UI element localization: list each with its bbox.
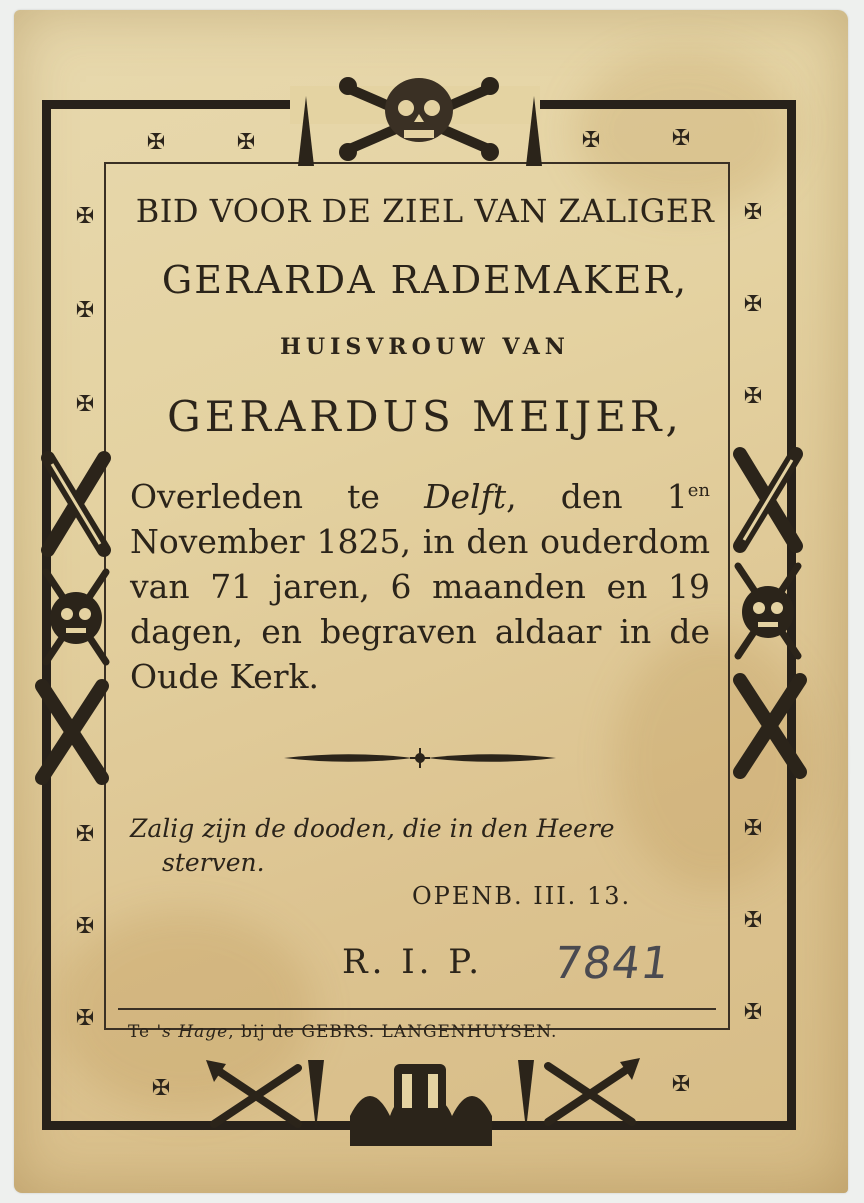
obelisk-bottom-left-icon [306, 1060, 326, 1132]
spade-and-bones-icon [540, 1058, 640, 1130]
obelisk-left-icon [296, 96, 316, 168]
notice-date-start: , den 1 [506, 477, 688, 516]
skull-icon [728, 556, 808, 668]
maltese-cross-icon: ✠ [743, 1000, 763, 1025]
quote-line-2: sterven. [162, 848, 265, 877]
crossed-bones-icon [728, 444, 808, 556]
printer-rule [118, 1008, 716, 1010]
scripture-quote [130, 812, 720, 880]
heading: BID VOOR DE ZIEL VAN ZALIGER [135, 192, 715, 230]
relation-label: HUISVROUW VAN [280, 334, 570, 360]
handwritten-number: 7841 [550, 938, 674, 989]
quote-reference: OPENB. III. 13. [412, 882, 632, 910]
maltese-cross-icon: ✠ [671, 126, 691, 151]
printer-name: , bij de GEBRS. LANGENHUYSEN. [228, 1022, 558, 1042]
maltese-cross-icon: ✠ [671, 1072, 691, 1097]
maltese-cross-icon: ✠ [75, 298, 95, 323]
notice-place: Delft [424, 477, 507, 516]
rip-closing: R. I. P. [342, 942, 484, 982]
notice-date-sup: en [687, 480, 710, 501]
obelisk-right-icon [524, 96, 544, 168]
maltese-cross-icon: ✠ [75, 1006, 95, 1031]
ornamental-divider [284, 745, 556, 771]
crossed-bones-icon [36, 448, 116, 560]
obelisk-bottom-right-icon [516, 1060, 536, 1132]
deceased-name: GERARDA RADEMAKER, [161, 258, 689, 302]
maltese-cross-icon: ✠ [236, 130, 256, 155]
maltese-cross-icon: ✠ [743, 292, 763, 317]
spade-and-bones-icon [206, 1060, 306, 1132]
skull-icon [36, 562, 116, 674]
maltese-cross-icon: ✠ [743, 816, 763, 841]
notice-prefix: Overleden te [130, 477, 380, 516]
maltese-cross-icon: ✠ [743, 384, 763, 409]
skull-crossbones-icon [334, 70, 504, 162]
maltese-cross-icon: ✠ [743, 908, 763, 933]
quote-line-1: Zalig zijn de dooden, die in den Heere [130, 814, 615, 843]
tomb-icon [340, 1056, 502, 1148]
notice-rest: November 1825, in den ouderdom van 71 jaren, 6 maanden en 19 dagen, en begraven aldaar in de Oude Kerk. [130, 522, 710, 696]
crossed-bones-icon [728, 670, 812, 782]
death-notice [130, 468, 710, 699]
crossed-bones-icon [30, 676, 114, 788]
maltese-cross-icon: ✠ [146, 130, 166, 155]
printer-place: 's Hage [156, 1022, 229, 1042]
maltese-cross-icon: ✠ [581, 128, 601, 153]
printer-line [128, 1022, 728, 1042]
spouse-name: GERARDUS MEIJER, [167, 392, 683, 441]
maltese-cross-icon: ✠ [743, 200, 763, 225]
maltese-cross-icon: ✠ [151, 1076, 171, 1101]
maltese-cross-icon: ✠ [75, 204, 95, 229]
maltese-cross-icon: ✠ [75, 392, 95, 417]
maltese-cross-icon: ✠ [75, 822, 95, 847]
maltese-cross-icon: ✠ [75, 914, 95, 939]
printer-prefix: Te [128, 1022, 151, 1042]
